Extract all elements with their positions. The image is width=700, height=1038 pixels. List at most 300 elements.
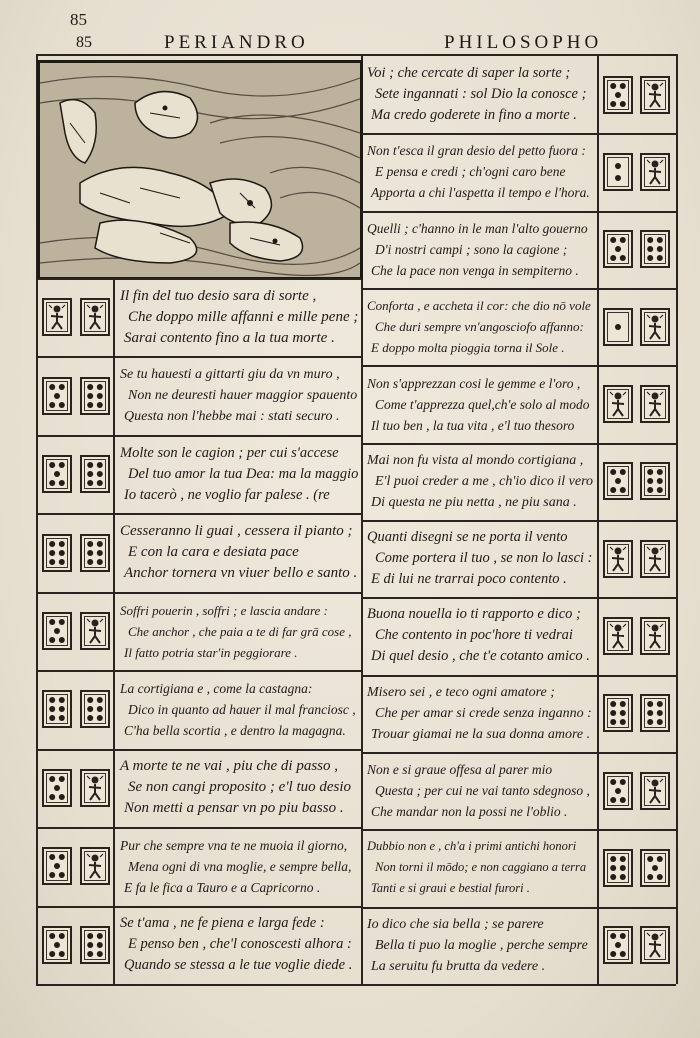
pip: [610, 865, 616, 871]
figure-icon: [47, 303, 67, 331]
pip: [647, 874, 653, 880]
pip: [657, 487, 663, 493]
verse-line: Mena ogni di vna moglie, e sempre bella,: [128, 859, 352, 874]
figure-icon: [85, 303, 105, 331]
pips-icon: [46, 773, 68, 803]
verse-line: Ma credo goderete in fino a morte .: [371, 107, 577, 123]
verse-line: Bella ti puo la moglie , perche sempre: [375, 938, 588, 953]
right-card-b-figure-card: [640, 772, 670, 810]
right-card-b-figure-card: [640, 76, 670, 114]
verse-stanza: [367, 682, 593, 745]
right-card-b-figure-card: [640, 926, 670, 964]
pip: [59, 619, 65, 625]
pip: [97, 393, 103, 399]
pips-icon: [644, 853, 666, 883]
left-card-b-figure-card: [80, 612, 110, 650]
left-row-rule: [36, 356, 361, 358]
pip: [59, 854, 65, 860]
verse-line: La cortigiana e , come la castagna:: [120, 681, 313, 696]
pips-icon: [46, 538, 68, 568]
verse-line: Tanti e si graui e bestial furori .: [371, 881, 530, 895]
verse-line: Di questa ne piu netta , ne piu sana .: [371, 495, 577, 510]
verse-line: Se t'ama , ne fe piena e larga fede :: [120, 915, 325, 931]
figure-icon: [645, 390, 665, 418]
verse-line: Conforta , e accheta il cor: che dio nō vole: [367, 298, 591, 313]
right-card-b-pip-card: [640, 230, 670, 268]
left-card-a-pip-card: [42, 455, 72, 493]
pips-icon: [46, 381, 68, 411]
pip: [620, 710, 626, 716]
left-row-rule: [36, 749, 361, 751]
figure-icon: [645, 777, 665, 805]
figure-icon: [645, 313, 665, 341]
left-card-b-pip-card: [80, 926, 110, 964]
right-card-b-figure-card: [640, 617, 670, 655]
pip: [49, 384, 55, 390]
left-row-rule: [36, 513, 361, 515]
left-row-rule: [36, 435, 361, 437]
pips-icon: [607, 312, 629, 342]
figure-icon: [85, 774, 105, 802]
pip: [610, 719, 616, 725]
verse-line: E doppo molta pioggia torna il Sole .: [371, 340, 565, 355]
left-card-b-pip-card: [80, 534, 110, 572]
pip: [54, 785, 60, 791]
right-card-b-figure-card: [640, 540, 670, 578]
pip: [87, 715, 93, 721]
pip: [647, 719, 653, 725]
left-top-rule: [36, 278, 361, 280]
right-card-a-figure-card: [603, 540, 633, 578]
figure-icon: [608, 622, 628, 650]
pip: [59, 541, 65, 547]
verse-line: Se non cangi proposito ; e'l tuo desio: [128, 779, 352, 795]
pip: [620, 237, 626, 243]
pip: [647, 246, 653, 252]
pip: [610, 101, 616, 107]
verse-line: Quanti disegni se ne porta il vento: [367, 529, 568, 545]
verse-line: C'ha bella scortia , e dentro la magagna.: [124, 723, 346, 738]
verse-line: Che mandar non la possi ne l'oblio .: [371, 804, 568, 819]
left-card-a-pip-card: [42, 769, 72, 807]
left-row-rule: [36, 827, 361, 829]
pip: [647, 701, 653, 707]
verse-stanza: [367, 527, 593, 590]
pip: [59, 933, 65, 939]
right-card-a-pip-card: [603, 926, 633, 964]
verse-line: Voi ; che cercate di saper la sorte ;: [367, 65, 571, 81]
pip: [657, 710, 663, 716]
pip: [49, 951, 55, 957]
pip: [647, 478, 653, 484]
right-row-rule: [361, 443, 676, 445]
pip: [620, 933, 626, 939]
pip: [97, 697, 103, 703]
verse-line: Dico in quanto ad hauer il mal franciosc ,: [128, 702, 356, 717]
verse-line: Che per amar si crede senza inganno :: [375, 706, 592, 721]
verse-stanza: [120, 364, 358, 427]
verse-line: Che doppo mille affanni e mille pene ;: [128, 309, 359, 325]
pip: [49, 462, 55, 468]
pip: [49, 854, 55, 860]
pip: [615, 175, 621, 181]
pip: [87, 706, 93, 712]
pip: [87, 951, 93, 957]
verse-line: Se tu hauesti a gittarti giu da vn muro ,: [120, 367, 340, 382]
verse-line: Il fin del tuo desio sara di sorte ,: [120, 288, 317, 304]
verse-line: Il fatto potria star'in peggiorare .: [124, 645, 298, 660]
figure-icon: [645, 545, 665, 573]
pips-icon: [84, 930, 106, 960]
pip: [657, 478, 663, 484]
verse-line: E pensa e credi ; ch'ogni caro bene: [375, 164, 566, 179]
right-card-b-pip-card: [640, 849, 670, 887]
verse-stanza: [367, 759, 593, 822]
pip: [49, 715, 55, 721]
pip: [610, 469, 616, 475]
pip: [652, 865, 658, 871]
pip: [97, 951, 103, 957]
left-card-a-pip-card: [42, 926, 72, 964]
figure-icon: [608, 390, 628, 418]
pips-icon: [644, 698, 666, 728]
verse-stanza: [367, 604, 593, 667]
verse-line: E fa le fica a Tauro e a Capricorno .: [124, 880, 321, 895]
pip: [87, 384, 93, 390]
bottom-rule: [36, 984, 676, 986]
verse-line: Che contento in poc'hore ti vedrai: [375, 627, 573, 643]
pip: [620, 874, 626, 880]
pip: [97, 559, 103, 565]
verse-line: Mai non fu vista al mondo cortigiana ,: [367, 453, 584, 468]
left-card-a-pip-card: [42, 847, 72, 885]
pip: [97, 550, 103, 556]
verse-stanza: [120, 756, 358, 819]
pip: [657, 856, 663, 862]
verse-line: D'i nostri campi ; sono la cagione ;: [375, 242, 568, 257]
pip: [615, 788, 621, 794]
pips-icon: [607, 157, 629, 187]
verse-stanza: [367, 373, 593, 436]
pip: [59, 951, 65, 957]
pip: [97, 480, 103, 486]
right-card-b-figure-card: [640, 385, 670, 423]
verse-stanza: [120, 913, 358, 976]
verse-line: Dubbio non e , ch'a i primi antichi honori: [367, 839, 577, 853]
pip: [657, 255, 663, 261]
left-card-b-figure-card: [80, 298, 110, 336]
figure-icon: [645, 81, 665, 109]
pip: [610, 237, 616, 243]
woodcut-illustration-icon: [40, 63, 360, 277]
pip: [647, 856, 653, 862]
pip: [620, 469, 626, 475]
verse-line: Non metti a pensar vn po piu basso .: [124, 800, 344, 816]
pip: [54, 863, 60, 869]
verse-line: Come portera il tuo , se non lo lasci :: [375, 550, 593, 566]
pip: [49, 541, 55, 547]
pip: [59, 384, 65, 390]
left-card-b-pip-card: [80, 690, 110, 728]
figure-icon: [645, 931, 665, 959]
verse-stanza: [367, 836, 593, 899]
verse-line: Misero sei , e teco ogni amatore ;: [367, 685, 555, 700]
verse-line: Questa ; per cui ne vai tanto sdegnoso ,: [375, 783, 590, 798]
verse-line: Non torni il mōdo; e non caggiano a terra: [375, 860, 587, 874]
pip: [615, 478, 621, 484]
pips-icon: [607, 930, 629, 960]
right-card-b-pip-card: [640, 462, 670, 500]
verse-line: E'l puoi creder a me , ch'io dico il vero: [375, 474, 594, 489]
verse-line: Sete ingannati : sol Dio la conosce ;: [375, 86, 587, 102]
pip: [49, 776, 55, 782]
right-row-rule: [361, 675, 676, 677]
verse-line: Soffri pouerin , soffri ; e lascia andare :: [120, 603, 328, 618]
pips-icon: [84, 694, 106, 724]
verse-line: Apporta a chi l'aspetta il tempo e l'hora.: [371, 185, 590, 200]
pip: [610, 779, 616, 785]
verse-line: Del tuo amor la tua Dea: ma la maggio: [128, 466, 359, 482]
pip: [620, 487, 626, 493]
pip: [59, 872, 65, 878]
pip: [647, 469, 653, 475]
right-row-rule: [361, 752, 676, 754]
page-number: 85: [76, 34, 92, 51]
left-card-a-figure-card: [42, 298, 72, 336]
pip: [59, 637, 65, 643]
pip: [59, 776, 65, 782]
pip: [49, 402, 55, 408]
left-card-a-pip-card: [42, 612, 72, 650]
pip: [97, 942, 103, 948]
pips-icon: [46, 616, 68, 646]
verse-line: E di lui ne trarrai poco contento .: [371, 571, 567, 587]
verse-line: Che anchor , che paia a te di far grā cose ,: [128, 624, 352, 639]
woodcut-illustration: [37, 60, 363, 280]
pip: [615, 92, 621, 98]
pips-icon: [607, 466, 629, 496]
pip: [59, 794, 65, 800]
pip: [54, 393, 60, 399]
pip: [620, 779, 626, 785]
pips-icon: [46, 694, 68, 724]
verse-line: Quelli ; c'hanno in le man l'alto gouerno: [367, 221, 588, 236]
pip: [87, 559, 93, 565]
pips-icon: [607, 853, 629, 883]
pip: [610, 710, 616, 716]
pip: [54, 471, 60, 477]
right-row-rule: [361, 829, 676, 831]
header-rule: [36, 54, 676, 56]
right-card-a-figure-card: [603, 385, 633, 423]
right-row-rule: [361, 211, 676, 213]
verse-line: Come t'apprezza quel,ch'e solo al modo: [375, 397, 590, 412]
figure-icon: [645, 622, 665, 650]
pip: [87, 402, 93, 408]
pip: [647, 710, 653, 716]
pip: [657, 469, 663, 475]
pips-icon: [607, 234, 629, 264]
pips-icon: [644, 466, 666, 496]
verse-line: Il tuo ben , la tua vita , e'l tuo thesoro: [371, 418, 575, 433]
pip: [87, 942, 93, 948]
pip: [87, 480, 93, 486]
pip: [49, 619, 55, 625]
pip: [49, 697, 55, 703]
verse-line: Quando se stessa a le tue voglie diede .: [124, 957, 353, 973]
pip: [610, 83, 616, 89]
right-row-rule: [361, 133, 676, 135]
pips-icon: [46, 459, 68, 489]
pip: [97, 471, 103, 477]
verse-line: Questa non l'hebbe mai : stati securo .: [124, 409, 340, 424]
verse-stanza: [367, 450, 593, 513]
left-row-rule: [36, 670, 361, 672]
pip: [87, 393, 93, 399]
pip: [620, 856, 626, 862]
pips-icon: [84, 381, 106, 411]
title-right: PHILOSOPHO: [444, 32, 603, 53]
pip: [620, 865, 626, 871]
verse-stanza: [120, 286, 358, 349]
pip: [97, 462, 103, 468]
verse-stanza: [120, 835, 358, 898]
pip: [620, 719, 626, 725]
pip: [49, 550, 55, 556]
pip: [647, 487, 653, 493]
right-card-b-figure-card: [640, 153, 670, 191]
right-card-b-pip-card: [640, 694, 670, 732]
pip: [59, 550, 65, 556]
left-card-b-pip-card: [80, 455, 110, 493]
verse-line: Io dico che sia bella ; se parere: [367, 917, 544, 932]
figure-icon: [85, 852, 105, 880]
verse-line: Trouar giamai ne la sua donna amore .: [371, 727, 591, 742]
right-card-a-pip-card: [603, 76, 633, 114]
right-card-a-figure-card: [603, 617, 633, 655]
left-card-b-figure-card: [80, 769, 110, 807]
right-card-a-pip-card: [603, 694, 633, 732]
pip: [49, 933, 55, 939]
pip: [615, 942, 621, 948]
verse-stanza: [367, 218, 593, 281]
pip: [657, 246, 663, 252]
pip: [610, 487, 616, 493]
pip: [615, 163, 621, 169]
pip: [620, 797, 626, 803]
pips-icon: [84, 459, 106, 489]
verse-line: Cesseranno li guai , cessera il pianto ;: [120, 523, 353, 539]
pips-icon: [84, 538, 106, 568]
pip: [59, 706, 65, 712]
verse-line: A morte te ne vai , piu che di passo ,: [120, 758, 339, 774]
verse-stanza: [367, 295, 593, 358]
pip: [87, 541, 93, 547]
verse-line: Pur che sempre vna te ne muoia il giorno,: [120, 838, 348, 853]
right-border: [676, 54, 678, 984]
pip: [59, 715, 65, 721]
pip: [615, 324, 621, 330]
verse-stanza: [120, 443, 358, 506]
pip: [97, 715, 103, 721]
pip: [610, 874, 616, 880]
right-row-rule: [361, 907, 676, 909]
verse-line: Anchor tornera vn viuer bello e santo .: [124, 565, 358, 581]
pip: [657, 719, 663, 725]
pip: [59, 697, 65, 703]
verse-line: Di quel desio , che t'e cotanto amico .: [371, 648, 590, 664]
left-row-rule: [36, 592, 361, 594]
right-card-a-pip-card: [603, 308, 633, 346]
pip: [59, 559, 65, 565]
pip: [87, 471, 93, 477]
pip: [54, 628, 60, 634]
verse-line: Non e si graue offesa al parer mio: [367, 762, 553, 777]
pip: [87, 550, 93, 556]
pip: [610, 701, 616, 707]
pip: [657, 874, 663, 880]
right-row-rule: [361, 288, 676, 290]
pip: [610, 933, 616, 939]
verse-stanza: [120, 678, 358, 741]
left-card-b-figure-card: [80, 847, 110, 885]
right-card-a-pip-card: [603, 230, 633, 268]
right-row-rule: [361, 597, 676, 599]
figure-icon: [608, 545, 628, 573]
title-left: PERIANDRO: [164, 32, 309, 53]
verse-line: Che duri sempre vn'angosciofo affanno:: [375, 319, 584, 334]
pip: [647, 255, 653, 261]
pip: [97, 706, 103, 712]
verse-stanza: [367, 140, 593, 203]
verse-line: Non ne deuresti hauer maggior spauento: [128, 388, 358, 403]
right-row-rule: [361, 520, 676, 522]
verse-line: E con la cara e desiata pace: [128, 544, 299, 560]
pip: [610, 255, 616, 261]
pip: [647, 237, 653, 243]
right-card-a-pip-card: [603, 772, 633, 810]
pip: [59, 462, 65, 468]
verse-stanza: [367, 63, 593, 126]
left-card-a-pip-card: [42, 690, 72, 728]
pip: [59, 480, 65, 486]
pip: [49, 706, 55, 712]
right-row-rule: [361, 365, 676, 367]
verse-line: E penso ben , che'l conoscesti alhora :: [128, 936, 352, 952]
verse-line: Buona nouella io ti rapporto e dico ;: [367, 606, 581, 622]
pips-icon: [607, 776, 629, 806]
pip: [97, 384, 103, 390]
pip: [59, 402, 65, 408]
pip: [620, 951, 626, 957]
verse-stanza: [120, 600, 358, 663]
left-card-divider: [113, 278, 115, 984]
pip: [620, 701, 626, 707]
pips-icon: [607, 80, 629, 110]
verse-line: La seruitu fu brutta da vedere .: [371, 959, 546, 974]
pip: [49, 637, 55, 643]
verse-line: Io tacerò , ne voglio far palese . (re: [124, 487, 330, 503]
pip: [49, 559, 55, 565]
verse-line: Sarai contento fino a la tua morte .: [124, 330, 335, 346]
pip: [49, 480, 55, 486]
right-card-divider: [597, 54, 599, 984]
pip: [97, 541, 103, 547]
pip: [620, 255, 626, 261]
verse-line: Non t'esca il gran desio del petto fuora :: [367, 143, 586, 158]
pips-icon: [46, 851, 68, 881]
verse-stanza: [367, 914, 593, 977]
